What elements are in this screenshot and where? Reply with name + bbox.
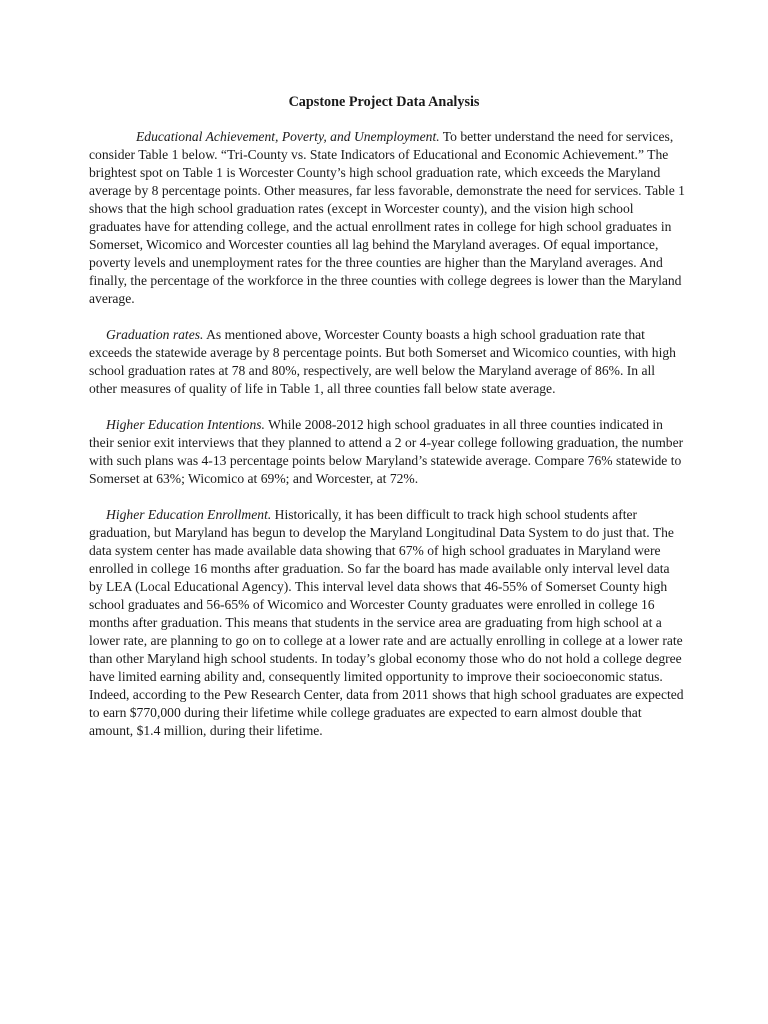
paragraph-heading: Graduation rates.: [106, 327, 204, 342]
document-body: [89, 128, 685, 758]
paragraph-graduation-rates: [89, 326, 685, 398]
paragraph-text: As mentioned above, Worcester County boasts a high school graduation rate that exceeds the statewide average by 8 percentage points. But both Somerset and Wicomico counties, with high school graduation rates at 78 and 80%, respectively, are well below the Maryland average of 86%. In all other measures of quality of life in Table 1, all three counties fall below state average.: [89, 327, 676, 396]
paragraph-text: To better understand the need for services, consider Table 1 below. “Tri-County vs. State Indicators of Educational and Economic Achievement.” The brightest spot on Table 1 is Worcester County’s high school graduation rate, which exceeds the Maryland average by 8 percentage points. Other measures, far less favorable, demonstrate the need for services. Table 1 shows that the high school graduation rates (except in Worcester county), and the vision high school graduates have for attending college, and the actual enrollment rates in college for high school graduates in Somerset, Wicomico and Worcester counties all lag behind the Maryland averages. Of equal importance, poverty levels and unemployment rates for the three counties are higher than the Maryland averages. And finally, the percentage of the workforce in the three counties with college degrees is lower than the Maryland average.: [89, 129, 685, 306]
paragraph-educational-achievement: [89, 128, 685, 308]
paragraph-text: While 2008-2012 high school graduates in all three counties indicated in their senior exit interviews that they planned to attend a 2 or 4-year college following graduation, the number with such plans was 4-13 percentage points below Maryland’s statewide average. Compare 76% statewide to Somerset at 63%; Wicomico at 69%; and Worcester, at 72%.: [89, 417, 684, 486]
paragraph-heading: Educational Achievement, Poverty, and Unemployment.: [136, 129, 440, 144]
paragraph-heading: Higher Education Intentions.: [106, 417, 265, 432]
page-title: Capstone Project Data Analysis: [288, 94, 480, 110]
paragraph-heading: Higher Education Enrollment.: [106, 507, 272, 522]
paragraph-higher-education-enrollment: [89, 506, 685, 740]
paragraph-higher-education-intentions: [89, 416, 685, 488]
paragraph-text: Historically, it has been difficult to track high school students after graduation, but Maryland has begun to develop the Maryland Longitudinal Data System to do just that. The data system center has made available data showing that 67% of high school graduates in Maryland were enrolled in college 16 months after graduation. So far the board has made available only interval level data by LEA (Local Educational Agency). This interval level data shows that 46-55% of Somerset County high school graduates and 56-65% of Wicomico and Worcester County graduates were enrolled in college 16 months after graduation. This means that students in the service area are graduating from high school at a lower rate, are planning to go on to college at a lower rate and are actually enrolling in college at a lower rate than other Maryland high school students. In today’s global economy those who do not hold a college degree have limited earning ability and, consequently limited opportunity to improve their socioeconomic status. Indeed, according to the Pew Research Center, data from 2011 shows that high school graduates are expected to earn $770,000 during their lifetime while college graduates are expected to earn almost double that amount, $1.4 million, during their lifetime.: [89, 507, 684, 738]
